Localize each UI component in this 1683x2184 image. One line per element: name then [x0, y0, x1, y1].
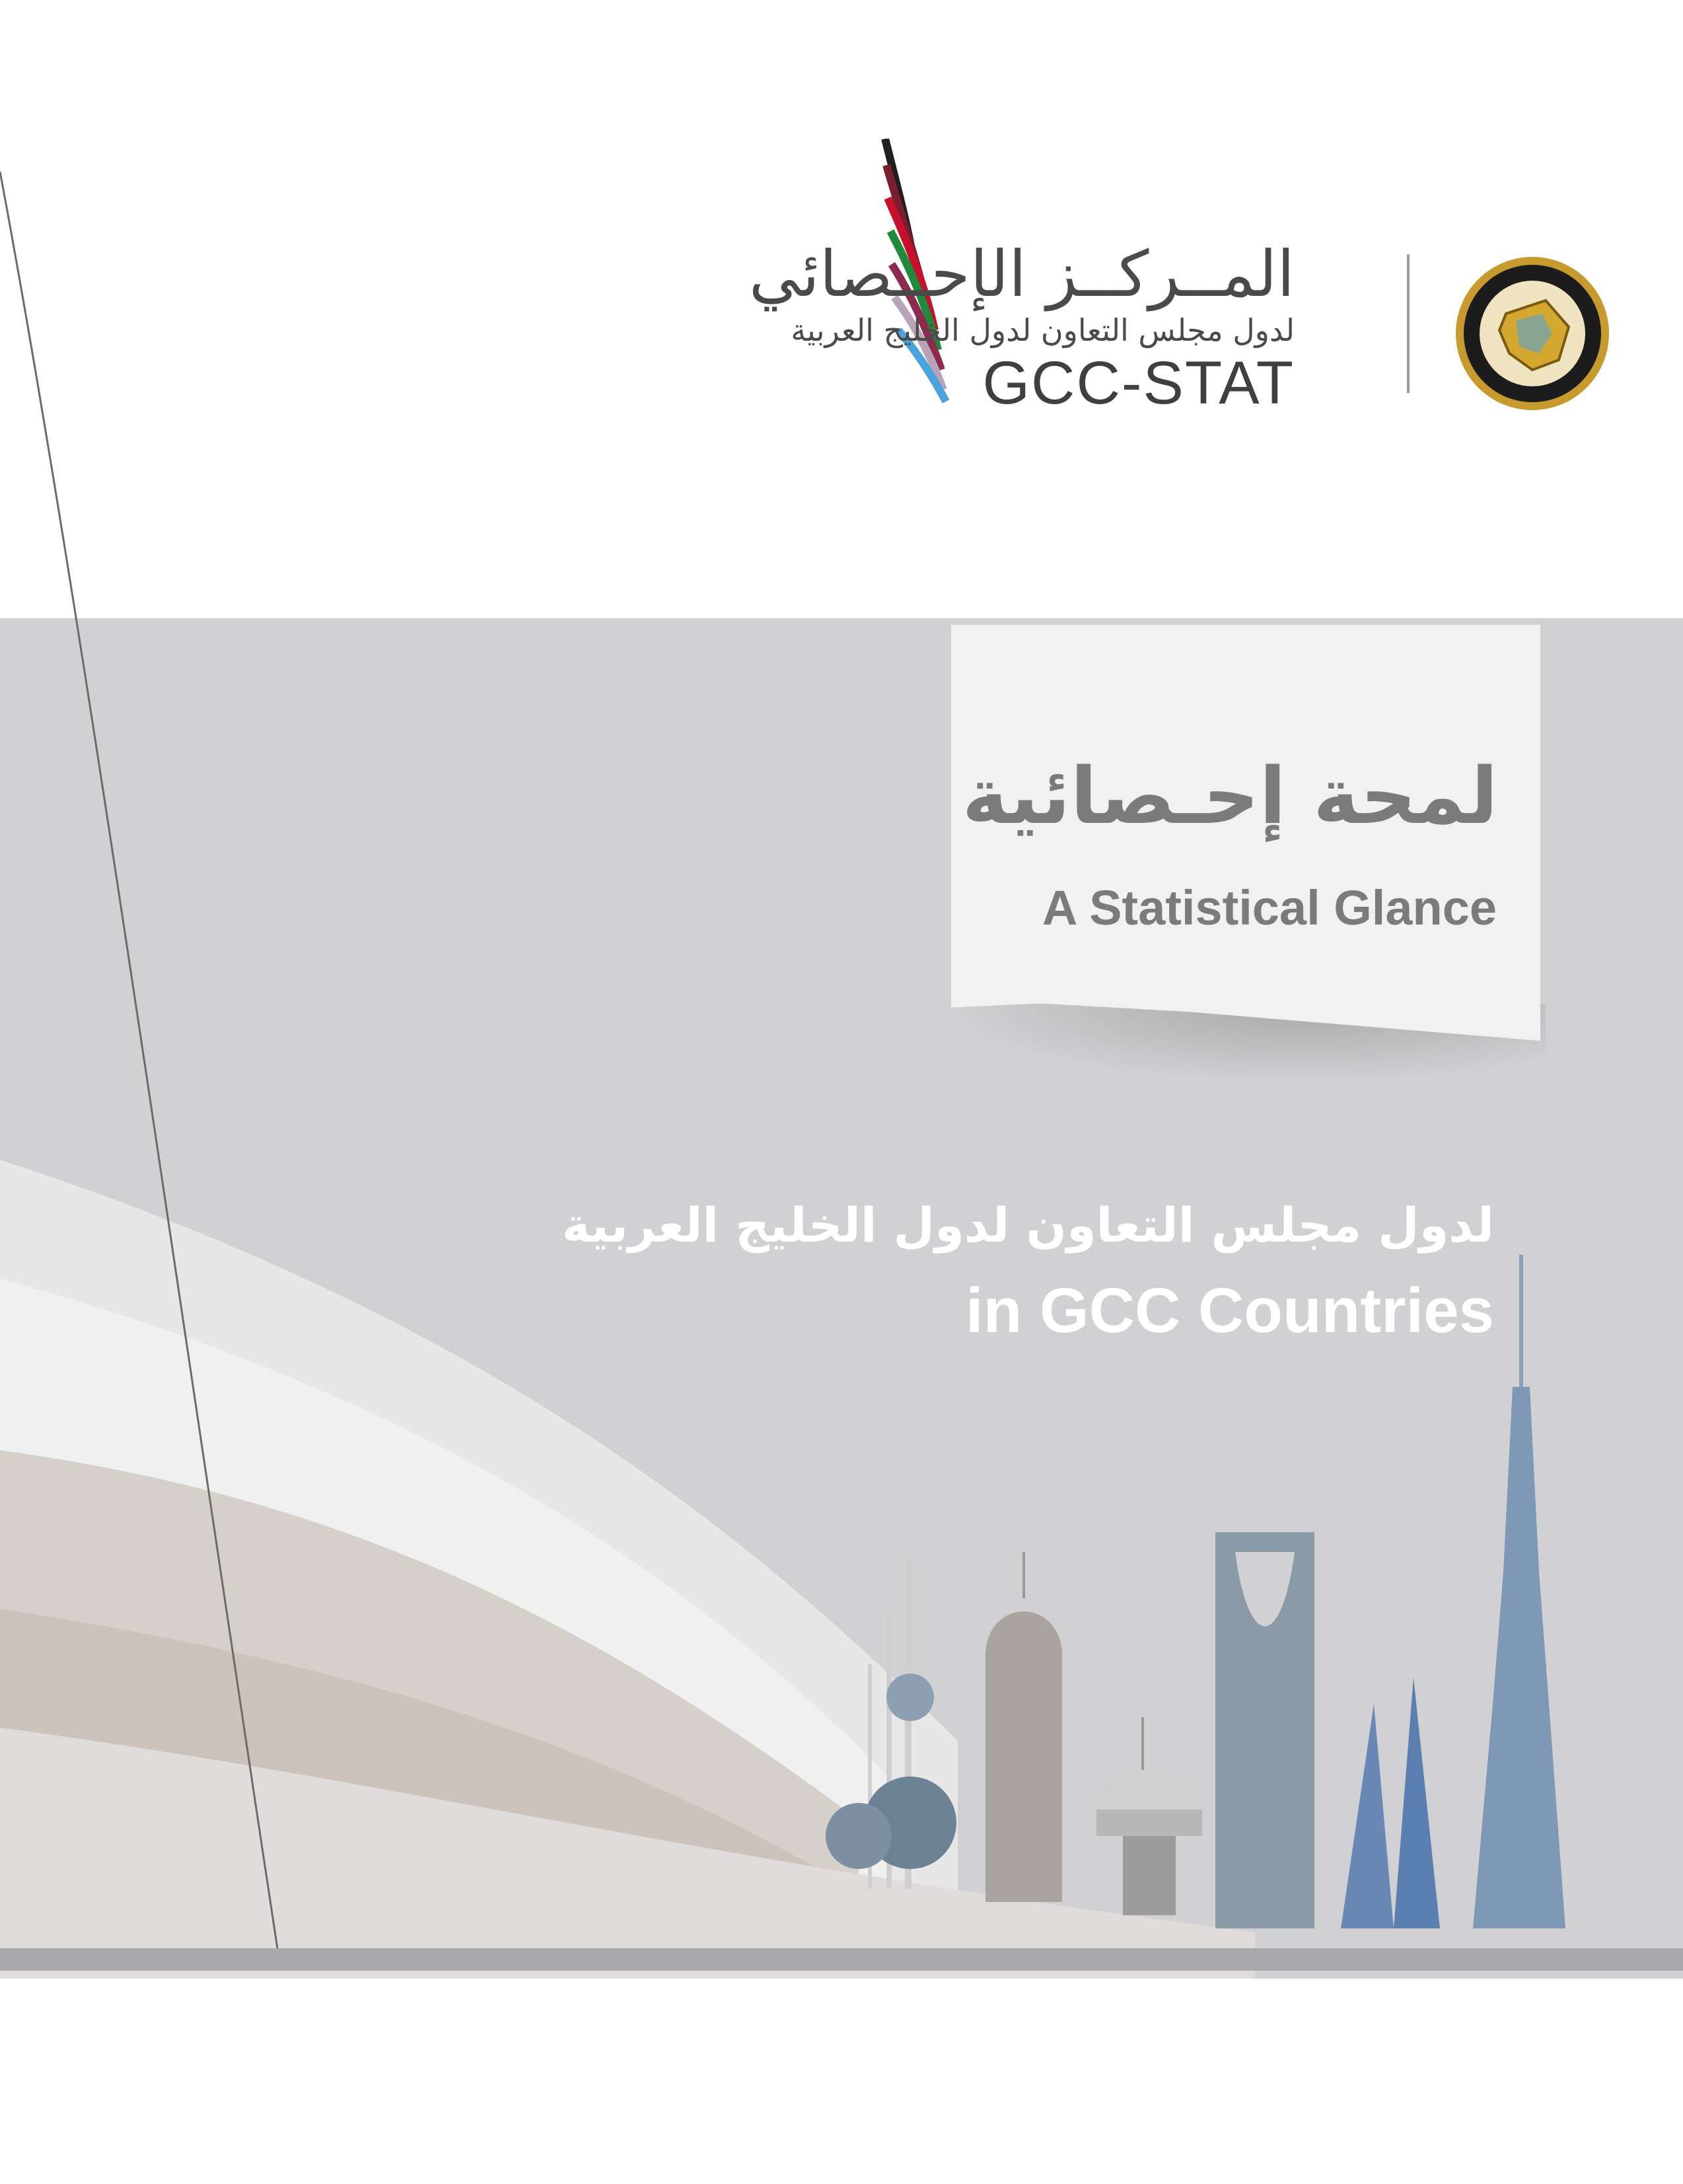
logo-english-name: GCC-STAT: [982, 349, 1295, 417]
logo-arabic-subtitle: لدول مجلس التعاون لدول الخليج العربية: [791, 312, 1295, 348]
bahrain-landmark-icon: [1090, 1717, 1209, 1915]
logo-arabic-name: المــركــز الإحــصائي: [748, 237, 1295, 311]
doha-tower-icon: [985, 1552, 1062, 1902]
bahrain-wtc-icon: [1341, 1677, 1440, 1928]
burj-khalifa-icon: [1473, 1255, 1565, 1928]
cover-title-arabic: لمحة إحـصائية: [962, 750, 1498, 841]
logo-divider: [1407, 254, 1410, 393]
cover-subtitle-english: in GCC Countries: [965, 1275, 1494, 1346]
gcc-emblem-icon: [1453, 254, 1612, 413]
logo-text: [749, 238, 1295, 416]
cover-title-english: A Statistical Glance: [1042, 880, 1497, 935]
cover-subtitle-arabic: لدول مجلس التعاون لدول الخليج العربية: [561, 1197, 1494, 1253]
gcc-landmarks-skyline: [812, 1242, 1592, 1955]
base-bar: [0, 1948, 1683, 1971]
gcc-stat-logo: [748, 139, 1631, 417]
header: [0, 0, 1683, 618]
kingdom-centre-icon: [1215, 1532, 1314, 1928]
kuwait-towers-icon: [826, 1559, 956, 1889]
